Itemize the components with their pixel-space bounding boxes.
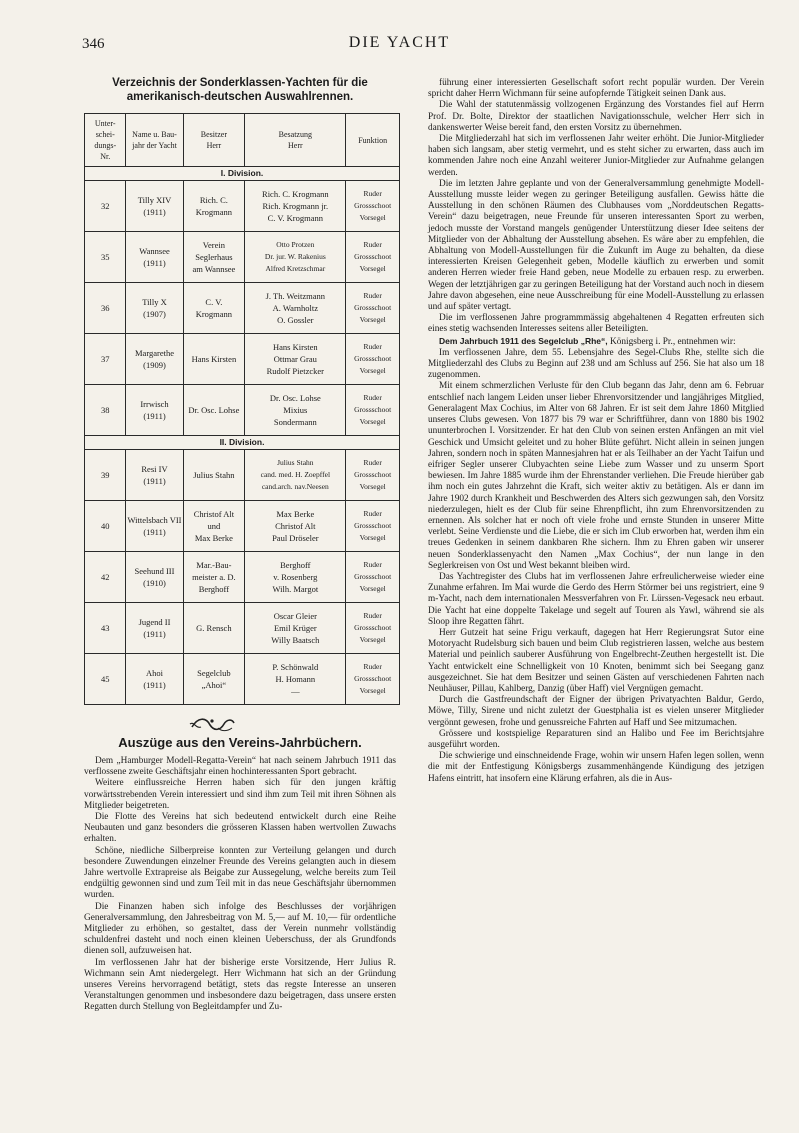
cell-crew-line: Paul Dröseler: [272, 533, 319, 544]
cell-function: [346, 501, 400, 552]
table-title: [84, 76, 396, 104]
cell-owner-line: Krogmann: [195, 207, 233, 217]
cell-crew-line: Wilh. Margot: [272, 584, 319, 595]
cell-function-line: Vorsegel: [359, 686, 386, 696]
left-column: [84, 76, 396, 1014]
yacht-table: [84, 113, 400, 705]
table-row: [85, 232, 400, 283]
cell-crew: [245, 552, 346, 603]
cell-crew-line: P. Schönwald: [272, 661, 319, 672]
cell-crew-line: Max Berke: [276, 508, 315, 519]
cell-owner-line: Verein: [202, 239, 225, 250]
cell-owner: [183, 552, 245, 603]
paragraph: Die Finanzen haben sich infolge des Beschlusses der vorjährigen Generalversammlung, den Jahresbeitrag von M. 5,— auf M. 10,— für ordentliche Mitglieder zu erhöhen, so gestaltet, dass der Verein nunmehr vollständig schuldenfrei dasteht und noch einen kleinen Ueberschuss, der als Grundfonds dienen soll, aufzuweisen hat.: [84, 901, 396, 957]
division-row: [85, 167, 400, 181]
cell-function-line: Vorsegel: [359, 366, 386, 376]
cell-owner-line: Krogmann: [195, 309, 233, 319]
ornament-icon: [188, 715, 238, 733]
cell-crew-line: J. Th. Weitzmann: [265, 290, 326, 301]
cell-nr: 39: [85, 450, 126, 501]
right-column: [428, 78, 764, 785]
cell-name: [126, 232, 183, 283]
table-title-line: amerikanisch-deutschen Auswahlrennen.: [126, 91, 354, 103]
cell-name: [126, 181, 183, 232]
cell-name: [126, 552, 183, 603]
cell-crew-line: Rudolf Pietzcker: [266, 366, 324, 377]
cell-nr: 38: [85, 385, 126, 436]
cell-crew-line: Oscar Gleier: [273, 610, 317, 621]
cell-name-line: Resi IV: [141, 463, 168, 474]
col-header-function: Funktion: [346, 114, 400, 167]
division-row: [85, 436, 400, 450]
cell-owner-line: „Ahoi“: [201, 680, 227, 690]
paragraph: Weitere einflussreiche Herren haben sich für den jungen kräftig vorwärtsstrebenden Verein interessiert und sind ihm zum Teil mit ihren Söhnen als Mitglieder beigetreten.: [84, 778, 396, 811]
cell-crew-line: Mixius: [283, 404, 308, 415]
table-row: [85, 450, 400, 501]
cell-function-line: Ruder: [363, 239, 382, 249]
cell-function-line: Vorsegel: [359, 533, 386, 543]
cell-function-line: Vorsegel: [359, 264, 386, 274]
paragraph: Die im letzten Jahre geplante und von der Generalversammlung genehmigte Modell-Ausstellung musste leider wegen zu geringer Beteiligung ausfallen. Gewiss hätte die Ausstellung in den schönen Räumen des Clubhauses vom „Norddeutschen Regatts-Verein“ dazu beigetragen, neue Freunde für unseren interessanten Sport zu werben, jedoch musste der Vorstand mangels genügender Unterstützung dieser Idee seitens der Mitglieder von der Abhaltung der Ausstellung absehen. Es wäre aber zu empfehlen, die Abhaltung von Modell-Ausstellungen für die Zukunft im Auge zu behalten, da diese interessierten Kreisen Gelegenheit geben, Modelle käuflich zu erwerben und somit anderen Herren wieder freie Hand geben, neue Modelle zu erbauen resp. zu erwerben. Wegen der letztjährigen gar zu geringen Beteiligung hat der Vorstand auch noch in diesem Jahre davon abgesehen, eine neue Ausschreibung für eine Modell-Ausstellung zu erlassen und auf später vertagt.: [428, 178, 764, 313]
cell-owner-line: Hans Kirsten: [191, 353, 237, 364]
cell-crew-line: cand.arch. nav.Neesen: [261, 482, 329, 492]
cell-function: [346, 334, 400, 385]
cell-function-line: Grossschoot: [354, 251, 392, 261]
paragraph: Die Flotte des Vereins hat sich bedeutend entwickelt durch eine Reihe Neubauten und ganz besonders die grösseren Klassen haben wertvollen Zuwachs erhalten.: [84, 812, 396, 845]
cell-function: [346, 603, 400, 654]
cell-crew: [245, 501, 346, 552]
cell-function-line: Vorsegel: [359, 213, 386, 223]
cell-crew-line: v. Rosenberg: [273, 571, 318, 582]
cell-function-line: Grossschoot: [354, 469, 392, 479]
cell-name-line: Wannsee: [139, 245, 170, 256]
cell-name-line: Tilly X: [142, 296, 167, 307]
cell-owner-line: Dr. Osc. Lohse: [188, 404, 240, 415]
cell-owner-line: C. V.: [205, 296, 223, 307]
cell-owner: [183, 654, 245, 705]
cell-owner-line: G. Rensch: [196, 622, 232, 633]
cell-name: [126, 603, 183, 654]
cell-function: [346, 385, 400, 436]
cell-function-line: Grossschoot: [354, 404, 392, 414]
cell-name: [126, 385, 183, 436]
cell-function-line: Vorsegel: [359, 584, 386, 594]
cell-function-line: Ruder: [363, 290, 382, 300]
cell-name-line: Margarethe: [134, 347, 175, 358]
col-header-name: Name u. Bau- jahr der Yacht: [126, 114, 183, 167]
cell-crew-line: Sondermann: [273, 417, 317, 428]
cell-name-line: Wittelsbach VII: [127, 514, 182, 525]
cell-crew: [245, 654, 346, 705]
cell-nr: 43: [85, 603, 126, 654]
cell-crew: [245, 232, 346, 283]
cell-function-line: Grossschoot: [354, 353, 392, 363]
cell-name-line: Irrwisch: [140, 398, 169, 409]
table-row: [85, 334, 400, 385]
cell-function-line: Vorsegel: [359, 482, 386, 492]
cell-crew: [245, 334, 346, 385]
cell-function: [346, 552, 400, 603]
col-header-nr: Unter- schei- dungs- Nr.: [85, 114, 126, 167]
club-intro: Dem Jahrbuch 1911 des Segelclub „Rhe“, Königsberg i. Pr., entnehmen wir:: [439, 335, 736, 347]
cell-crew-line: Rich. Krogmann jr.: [262, 200, 329, 211]
paragraph: Durch die Gastfreundschaft der Eigner der übrigen Privatyachten Baldur, Gerdo, Möwe, Tilly, Sirene und nicht zuletzt der Guestphalia ist es vielen unserer Mitglieder vergönnt gewesen, frohe und genussreiche Fahrten auf Haff und See mitzumachen.: [428, 695, 764, 728]
cell-owner: [183, 181, 245, 232]
cell-owner-line: meister a. D.: [192, 571, 236, 582]
cell-owner-line: und: [207, 520, 221, 531]
cell-name-line: (1911): [143, 527, 166, 537]
cell-nr: 35: [85, 232, 126, 283]
paragraph: Im verflossenen Jahre, dem 55. Lebensjahre des Segel-Clubs Rhe, stellte sich die Mitgliederzahl des Clubs zu Beginn auf 238 und am Schluss auf 256. Sie hat also um 18 zugenommen.: [428, 347, 764, 381]
paragraph: Die schwierige und einschneidende Frage, wohin wir unsern Hafen legen sollen, wenn die mit der Entfestigung Königsbergs zusammenhängende Kündigung des jetzigen Hafens eintritt, hat insofern eine Klärung erfahren, als die in Aus-: [428, 751, 764, 784]
table-row: [85, 385, 400, 436]
cell-name-line: Tilly XIV: [137, 194, 172, 205]
cell-crew: [245, 603, 346, 654]
cell-name-line: (1911): [143, 411, 166, 421]
cell-crew-line: C. V. Krogmann: [267, 213, 324, 224]
cell-crew-line: Julius Stahn: [277, 457, 314, 467]
cell-nr: 32: [85, 181, 126, 232]
cell-owner-line: Julius Stahn: [193, 469, 235, 480]
paragraph: Im verflossenen Jahr hat der bisherige erste Vorsitzende, Herr Julius R. Wichmann sein Amt niedergelegt. Herr Wichmann hat sich an der Gründung unseres Vereins hervorragend betätigt, stets das regste Interesse an unseren Veranstaltungen genommen und insbesondere dazu beigetragen, dass unsere ersten Regatten durch Stellung von Begleitdampfer und Zu-: [84, 957, 396, 1013]
cell-function-line: Vorsegel: [359, 315, 386, 325]
paragraph: Mit einem schmerzlichen Verluste für den Club begann das Jahr, denn am 6. Februar entschlief nach langem Leiden unser lieber Ehrenvorsitzender und langjähriges Mitglied, Generalagent Max Cochius, im Alter von 68 Jahren. Er ist seit dem Jahre 1860 Mitglied unseres Clubs gewesen. Von 1877 bis 79 war er Schriftführer, dann von 1880 bis 1902 ununterbrochen I. Vorsitzender. Er hat den Club von seinen ersten Anfängen an mit viel Geschick und Umsicht geleitet und zu hoher Blüte geführt. Nicht allein in seinen jungen Jahren, sondern noch in späten Mannesjahren hat er als Teilhaber an der Yacht Taifun und eifriger Segler unserer Clubyachten seine Liebe zum Wasser und zu unserm Sport bewiesen. Im Jahre 1885 wurde ihm der Ehrenstander verliehen. Die Freude hierüber gab ihm noch ein gutes Jahrzehnt die Kraft, sich weiter aktiv zu betätigen. Als er dann im Jahre 1902 durch Krankheit und Beschwerden des Alters sich gezwungen sah, den Vorsitz niederzulegen, hielt es der Club für seine Ehrenpflicht, ihn zum Ehrenvorsitzenden zu ernennen. Als solcher hat er noch oft viele frohe und ernste Stunden in unserer Mitte verlebt. Seine Verdienste und die Liebe, die er sich im Club erworben hat, werden ihm ein treues Gedenken in seinem dankbaren Rhe sichern. Ihm zu Ehren gaben wir unserer neuen Sonderklassenyacht den Namen „Max Cochius“, der nun lange in den Seglerkreisen von Ost und West bekannt bleiben wird.: [428, 381, 764, 571]
paragraph: Die Wahl der statutenmässig vollzogenen Ergänzung des Vorstandes fiel auf Herrn Prof. Dr. Bolte, Direktor der staatlichen Navigationsschule, welcher Herr sich in dankenswerter Weise bereit fand, den ersten Vorsitz zu übernehmen.: [428, 100, 764, 133]
cell-owner-line: Rich. C.: [199, 194, 228, 205]
cell-crew: [245, 283, 346, 334]
division-label: I. Division.: [85, 167, 400, 181]
running-title: DIE YACHT: [348, 34, 451, 51]
col-header-owner: Besitzer Herr: [183, 114, 245, 167]
cell-owner-line: am Wannsee: [192, 264, 236, 275]
cell-name-line: (1911): [143, 476, 166, 486]
cell-crew-line: H. Homann: [275, 673, 316, 684]
cell-function-line: Vorsegel: [359, 417, 386, 427]
cell-owner: [183, 283, 245, 334]
cell-owner: [183, 334, 245, 385]
cell-name: [126, 334, 183, 385]
cell-name: [126, 450, 183, 501]
cell-function-line: Grossschoot: [354, 673, 392, 683]
cell-nr: 40: [85, 501, 126, 552]
cell-function-line: Ruder: [363, 392, 382, 402]
paragraph: Dem „Hamburger Modell-Regatta-Verein“ hat nach seinem Jahrbuch 1911 das verflossene zweite Geschäftsjahr einen hochinteressanten Sport gebracht.: [84, 756, 396, 778]
cell-function: [346, 181, 400, 232]
cell-name-line: (1910): [143, 578, 166, 588]
table-header-row: [85, 114, 400, 167]
cell-nr: 37: [85, 334, 126, 385]
cell-crew-line: Emil Krüger: [273, 622, 317, 633]
cell-crew-line: O. Gossler: [277, 315, 314, 326]
cell-crew-line: Dr. jur. W. Rakenius: [264, 251, 326, 261]
section-heading: Auszüge aus den Vereins-Jahrbüchern.: [118, 735, 362, 750]
cell-function-line: Ruder: [363, 457, 382, 467]
cell-function-line: Ruder: [363, 188, 382, 198]
cell-owner-line: Max Berke: [194, 533, 233, 544]
cell-name-line: (1911): [143, 680, 166, 690]
cell-name: [126, 501, 183, 552]
page-number: 346: [82, 36, 105, 52]
cell-owner-line: Seglerhaus: [195, 251, 233, 262]
cell-name-line: Jugend II: [138, 616, 171, 627]
cell-crew-line: Dr. Osc. Lohse: [269, 392, 321, 403]
cell-nr: 42: [85, 552, 126, 603]
cell-nr: 36: [85, 283, 126, 334]
col-header-crew: Besatzung Herr: [245, 114, 346, 167]
cell-owner: [183, 232, 245, 283]
table-row: [85, 283, 400, 334]
cell-function-line: Grossschoot: [354, 622, 392, 632]
cell-crew-line: A. Warnholtz: [272, 302, 319, 313]
cell-function-line: Grossschoot: [354, 200, 392, 210]
table-row: [85, 552, 400, 603]
division-label: II. Division.: [85, 436, 400, 450]
paragraph: Schöne, niedliche Silberpreise konnten zur Verteilung gelangen und durch besondere Zuwendungen einzelner Freunde des Vereins gelangten auch in diesem Jahre wertvolle Extrapreise als Beigabe zur Aussegelung, welche bereits zum Teil endgültig gewonnen sind und zum Teil mit in das neue Geschäftsjahr übernommen wurden.: [84, 845, 396, 901]
cell-name-line: (1907): [143, 309, 166, 319]
table-row: [85, 501, 400, 552]
cell-crew-line: Hans Kirsten: [273, 341, 318, 352]
paragraph: führung einer interessierten Gesellschaft sofort recht populär wurden. Der Verein spricht daher Herrn Wichmann für seine aufopfernde Tätigkeit seinen Dank aus.: [428, 78, 764, 100]
table-row: [85, 654, 400, 705]
cell-function: [346, 232, 400, 283]
cell-function: [346, 283, 400, 334]
cell-crew-line: Rich. C. Krogmann: [262, 188, 329, 199]
paragraph: Grössere und kostspielige Reparaturen sind an Halibo und Fee im Berichtsjahre ausgeführt worden.: [428, 728, 764, 750]
paragraph: Das Yachtregister des Clubs hat im verflossenen Jahre erfreulicherweise wieder eine Zunahme erfahren. Im Mai wurde die Gerdo des Herrn Störmer bei uns registriert, eine 9 m-Yacht, nach dem internationalen Messverfahren von Fr. Lürssen-Vegesack neu erbaut. Die Yacht hat eine doppelte Takelage und segelt auf Touren als Yawl, während sie als Sloop ihre Regatten fährt.: [428, 571, 764, 627]
paragraph: Die Mitgliederzahl hat sich im verflossenen Jahr weiter erhöht. Die Junior-Mitglieder haben sich langsam, aber stetig vermehrt, und es steht sicher zu erwarten, dass auch im kommenden Jahre noch eine Anzahl weiterer Junior-Mitglieder zur Aufnahme gelangen werden.: [428, 134, 764, 178]
cell-function-line: Grossschoot: [354, 302, 392, 312]
cell-crew-line: Otto Protzen: [276, 239, 315, 249]
cell-name-line: Seehund III: [134, 565, 175, 576]
cell-nr: 45: [85, 654, 126, 705]
cell-function-line: Ruder: [363, 341, 382, 351]
cell-function-line: Grossschoot: [354, 571, 392, 581]
cell-name-line: (1911): [143, 629, 166, 639]
cell-crew-line: —: [291, 686, 300, 697]
cell-owner-line: Christof Alt: [193, 508, 235, 519]
cell-owner-line: Mar.-Bau-: [196, 559, 232, 570]
cell-owner: [183, 385, 245, 436]
cell-crew: [245, 181, 346, 232]
cell-function-line: Ruder: [363, 559, 382, 569]
cell-crew-line: cand. med. H. Zoepffel: [260, 469, 331, 479]
cell-owner: [183, 501, 245, 552]
cell-owner: [183, 603, 245, 654]
cell-owner-line: Segelclub: [197, 667, 231, 678]
cell-crew-line: Christof Alt: [275, 520, 316, 531]
table-title-line: Verzeichnis der Sonderklassen-Yachten für die: [112, 77, 368, 89]
cell-crew: [245, 450, 346, 501]
cell-name-line: (1909): [143, 360, 166, 370]
cell-function-line: Ruder: [363, 610, 382, 620]
cell-name-line: (1911): [143, 258, 166, 268]
cell-function-line: Vorsegel: [359, 635, 386, 645]
cell-crew-line: Berghoff: [280, 559, 311, 570]
paragraph: Herr Gutzeit hat seine Frigu verkauft, dagegen hat Herr Regierungsrat Sutor eine Motoryacht Rudelsburg sich bauen und beim Club registrieren lassen, welche aus bestem Material und peinlich sauberer Ausführung von Engelbrecht-Zeuthen hergestellt ist. Die Yacht entwickelt eine Schnelligkeit von 10 Knoten, benimmt sich bei Seegang ganz ausgezeichnet. Sie hat dem Besitzer und seinen Gästen auf verschiedenen Fahrten nach Neuhäuser, Pillau, Kahlberg, Danzig (über Haff) viel Vergnügen gemacht.: [428, 627, 764, 694]
cell-name-line: Ahoi: [146, 667, 163, 678]
cell-owner: [183, 450, 245, 501]
cell-crew-line: Willy Baatsch: [271, 635, 320, 646]
cell-owner-line: Berghoff: [198, 584, 230, 595]
right-body-2: [428, 348, 764, 785]
cell-name: [126, 654, 183, 705]
cell-name-line: (1911): [143, 207, 166, 217]
table-row: [85, 603, 400, 654]
section-body: [84, 756, 396, 1014]
cell-crew-line: Alfred Kretzschmar: [265, 264, 326, 274]
cell-function: [346, 654, 400, 705]
cell-function-line: Ruder: [363, 508, 382, 518]
cell-function-line: Ruder: [363, 661, 382, 671]
cell-crew: [245, 385, 346, 436]
cell-function-line: Grossschoot: [354, 520, 392, 530]
paragraph: Die im verflossenen Jahre programmmässig abgehaltenen 4 Regatten erfreuten sich eines stetig wachsenden Interesses seitens aller Beteiligten.: [428, 313, 764, 335]
cell-name: [126, 283, 183, 334]
right-body-1: [428, 78, 764, 336]
cell-crew-line: Ottmar Grau: [273, 353, 317, 364]
cell-function: [346, 450, 400, 501]
table-row: [85, 181, 400, 232]
